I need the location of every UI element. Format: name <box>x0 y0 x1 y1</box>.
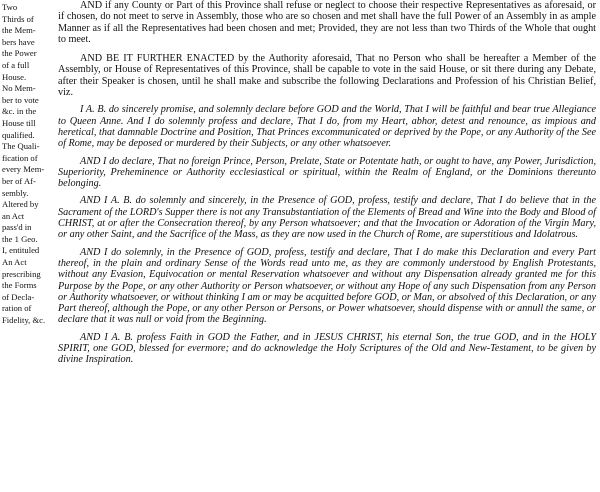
paragraph-profession-of-faith: AND I A. B. profess Faith in GOD the Father, and in JESUS CHRIST, his eternal Son, the true GOD, and in the HOLY SPIRIT, one GOD, blessed for evermore; and do acknowledge the Holy Scriptures of the Old and New-Testament, to be given by divine Inspiration. <box>58 331 596 366</box>
margin-note-line: bers have <box>2 36 35 47</box>
margin-note-line: sembly. <box>2 187 29 198</box>
margin-note-line: No Mem- <box>2 83 36 94</box>
paragraph-sincerity-declaration: AND I do solemnly, in the Presence of GOD, profess, testify and declare, That I do make this Declaration and every Part thereof, in the plain and ordinary Sense of the Words read unto me, as they are commonly understood by English Protestants, without any Evasion, Equivocation or mental Reservation whatsoever and without any Dispensation already granted me for this Purpose by the Pope, or any other Authority or Person whatsoever, or without any Hope of any such Dispensation from any Person or Authority whatsoever, or without thinking I am or may be acquitted before GOD, or Man, or absolved of this Declaration, or any Part thereof, although the Pope, or any other Person or Persons, or Power whatsoever, should dispense with or annull the same, or declare that it was null or void from the Beginning. <box>58 246 596 326</box>
margin-note-line: the Power <box>2 48 37 59</box>
paragraph-foreign-power-declaration: AND I do declare, That no foreign Prince, Person, Prelate, State or Potentate hath, or ought to have, any Power, Jurisdiction, Superiority, Preheminence or Authority ecclesiastical or spiritual, within the Realm of England, or the Dominions thereunto belonging. <box>58 155 596 190</box>
margin-note-line: The Quali- <box>2 141 40 152</box>
margin-note <box>2 2 54 327</box>
margin-note-line: of a full <box>2 59 30 70</box>
paragraph-enactment: AND BE IT FURTHER ENACTED by the Authority aforesaid, That no Person who shall be hereafter a Member of the Assembly, or House of Representatives of this Province, shall be capable to vote in the said House, or sit there during any Debate, after their Speaker is chosen, until he shall make and subscribe the following Declarations and Profession of his Christian Belief, viz. <box>58 53 596 99</box>
margin-note-line: the Forms <box>2 280 37 291</box>
margin-note-line: I, entituled <box>2 245 40 256</box>
margin-note-line: of Decla- <box>2 291 35 302</box>
margin-note-line: &c. in the <box>2 106 37 117</box>
paragraph-transubstantiation-declaration: AND I A. B. do solemnly and sincerely, in the Presence of GOD, profess, testify and declare, That I do believe that in the Sacrament of the LORD's Supper there is not any Transubstantiation of the Elements of Bread and Wine into the Body and Blood of CHRIST, at or after the Consecration thereof, by any Person whatsoever; and that the Invocation or Adoration of the Virgin Mary, or any other Saint, and the Sacrifice of the Mass, as they are now used in the Church of Rome, are superstitious and Idolatrous. <box>58 195 596 241</box>
margin-note-line: Two <box>2 2 18 12</box>
margin-note-line: ration of <box>2 303 32 314</box>
margin-note-line: House. <box>2 71 27 82</box>
margin-note-line: qualified. <box>2 129 35 140</box>
margin-note-line: House till <box>2 117 36 128</box>
margin-note-line: fication of <box>2 152 38 163</box>
margin-note-line: An Act <box>2 257 27 268</box>
margin-note-line: the 1 Geo. <box>2 233 38 244</box>
margin-note-line: Thirds of <box>2 13 34 24</box>
margin-note-line: the Mem- <box>2 25 36 36</box>
margin-note-line: every Mem- <box>2 164 45 175</box>
margin-note-line: prescribing <box>2 268 41 279</box>
margin-note-line: Altered by <box>2 199 39 210</box>
margin-note-line: pass'd in <box>2 222 32 233</box>
margin-note-line: ber of Af- <box>2 175 36 186</box>
paragraph-allegiance-declaration: I A. B. do sincerely promise, and solemnly declare before GOD and the World, That I will be faithful and bear true Allegiance to Queen Anne. And I do solemnly profess and declare, That I do, from my Heart, abhor, detest and renounce, as impious and heretical, that damnable Doctrine and Position, That Princes excommunicated or deprived by the Pope, or any Authority of the See of Rome, may be deposed or murdered by their Subjects, or any other whatsoever. <box>58 104 596 150</box>
document-body <box>58 0 596 372</box>
margin-note-line: ber to vote <box>2 94 39 105</box>
paragraph-refusal-clause: AND if any County or Part of this Province shall refuse or neglect to choose their respective Representatives as aforesaid, or if chosen, do not meet to serve in Assembly, those who are so chosen and met shall have the full Power of an Assembly in as ample Manner as if all the Representatives had been chosen and met; Provided, they are not less than two Thirds of the Whole that ought to meet. <box>58 0 596 45</box>
margin-note-line: an Act <box>2 210 25 221</box>
margin-note-line: Fidelity, &c. <box>2 315 46 326</box>
